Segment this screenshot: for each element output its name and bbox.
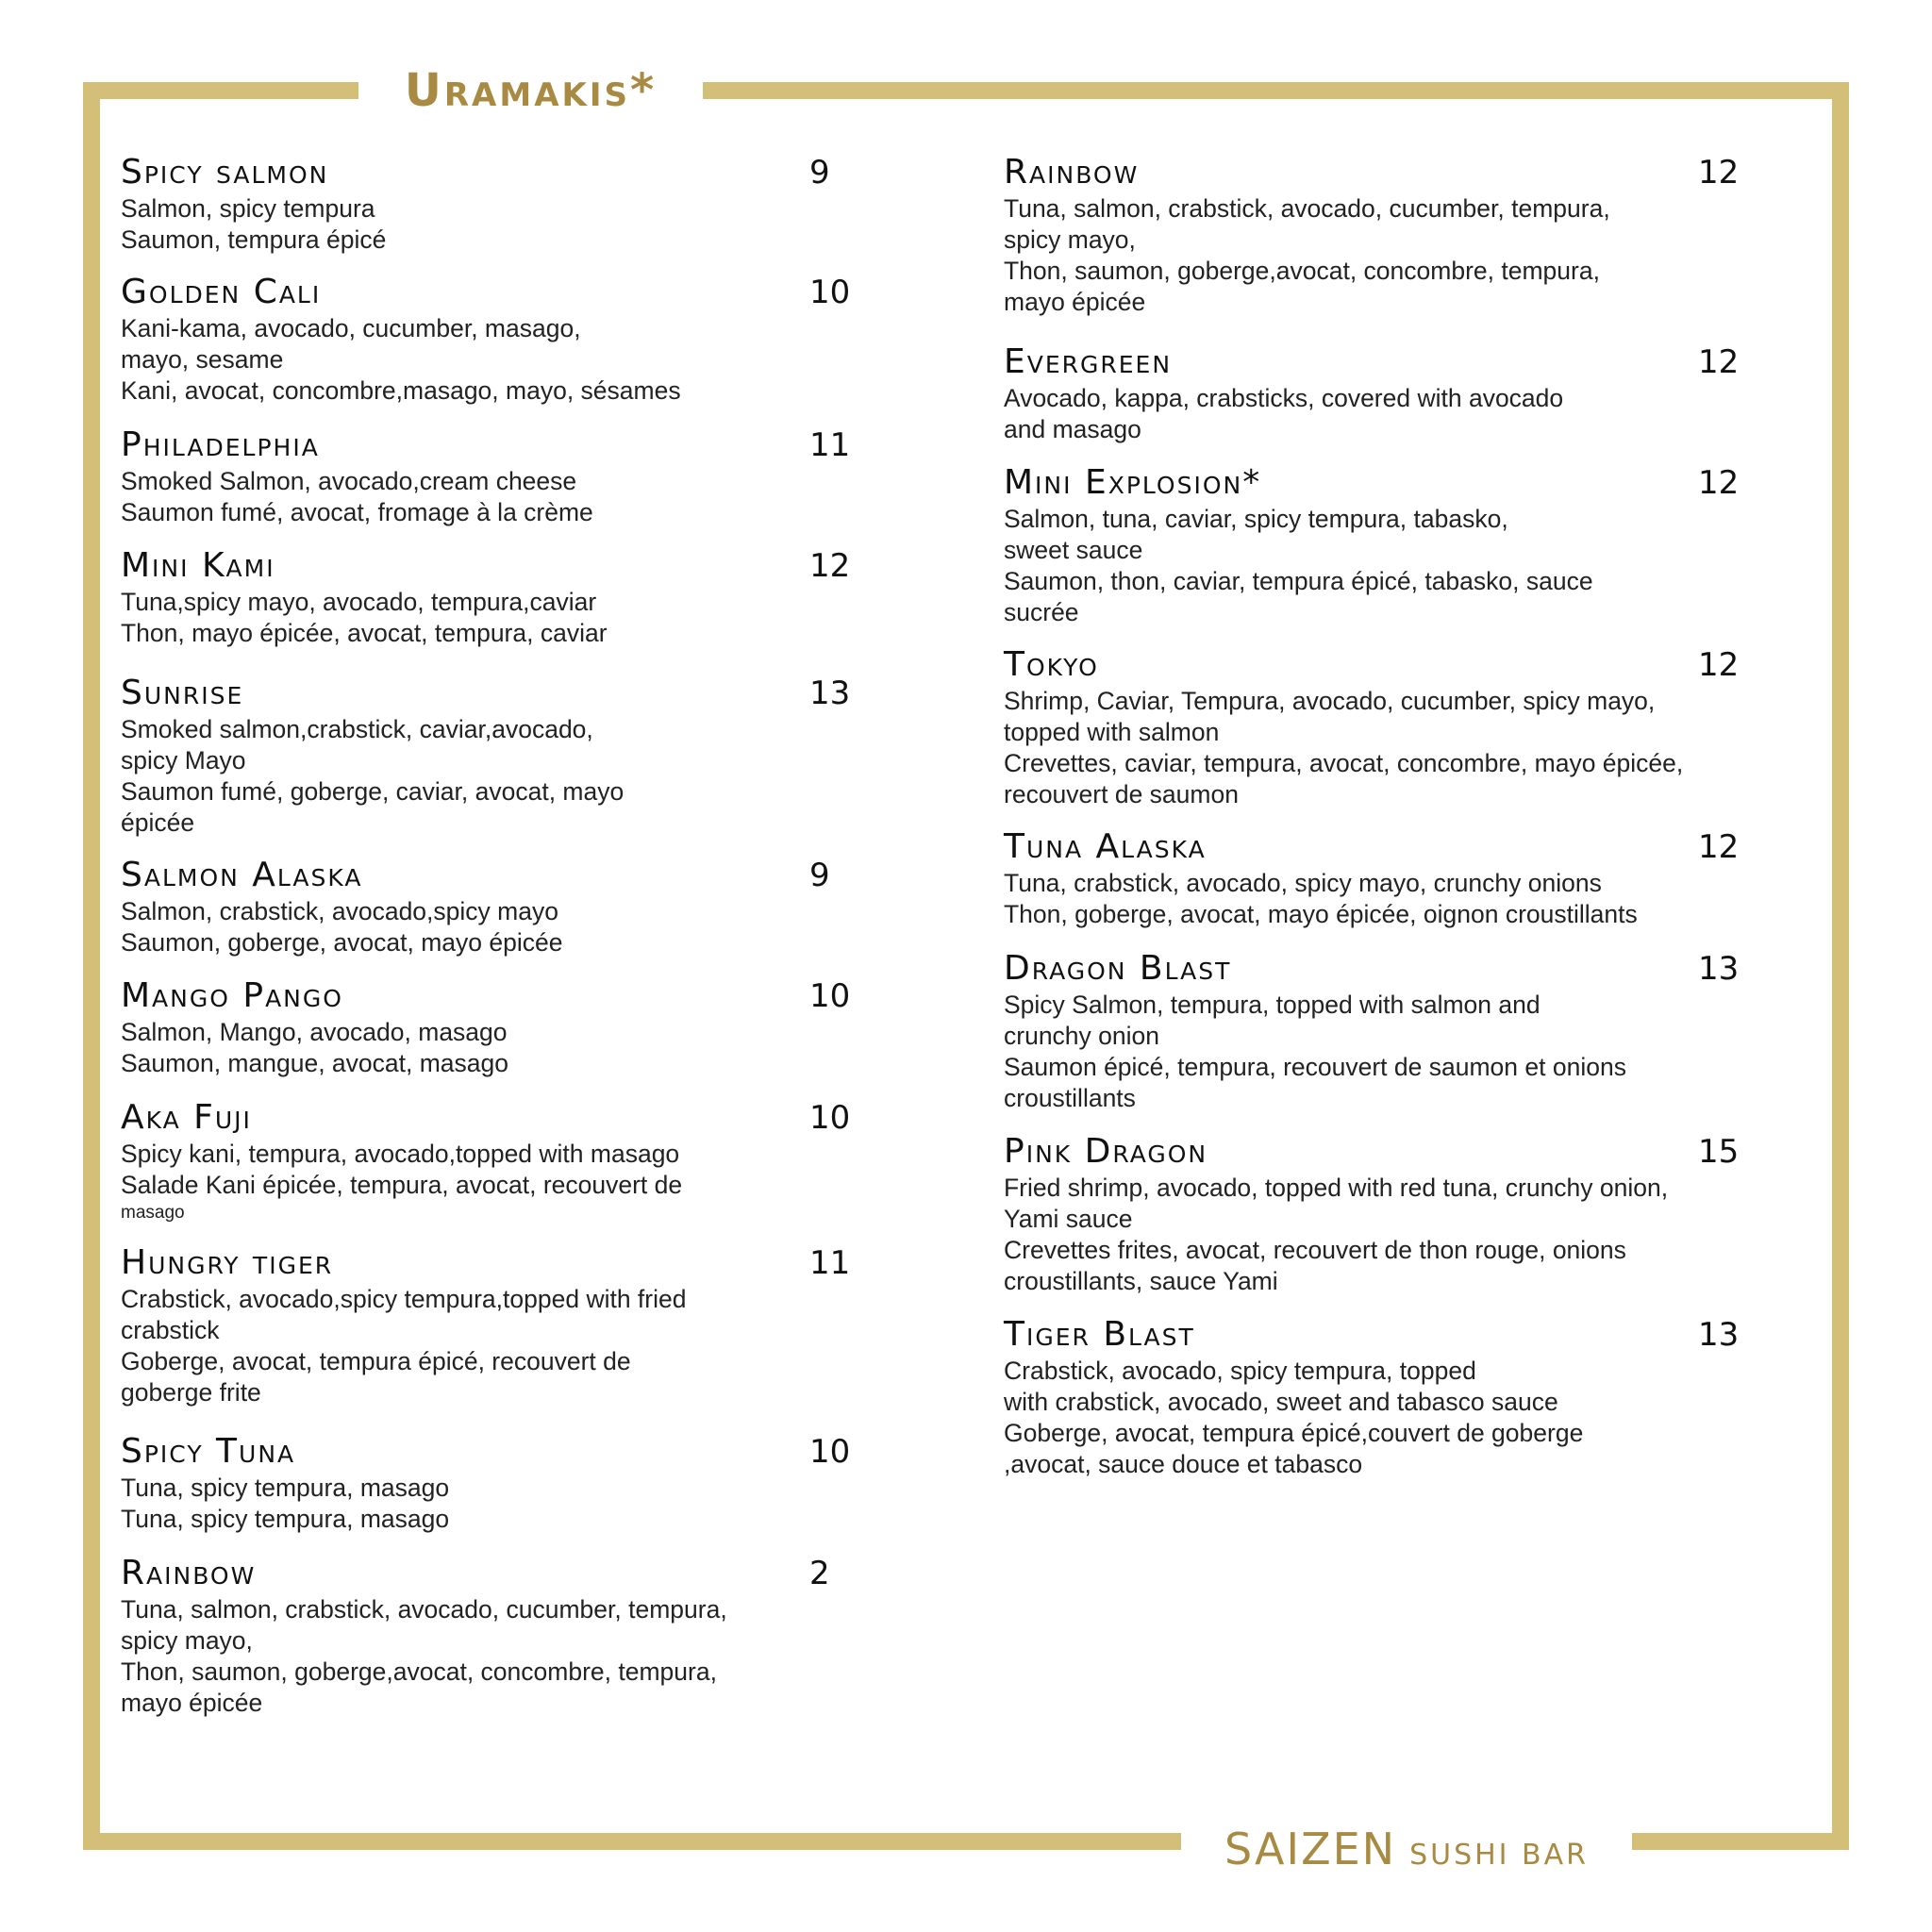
page-title: Uramakis* bbox=[404, 64, 658, 117]
brand-footer bbox=[1181, 1824, 1632, 1882]
item-name: Hungry tiger bbox=[121, 1243, 334, 1282]
item-description: Kani-kama, avocado, cucumber, masago, mayo, sesame Kani, avocat, concombre,masago, mayo, sésames bbox=[121, 314, 681, 405]
item-price: 2 bbox=[809, 1555, 830, 1592]
menu-item bbox=[1004, 646, 1764, 828]
menu-item bbox=[121, 675, 875, 857]
item-description: Salmon, Mango, avocado, masago Saumon, mangue, avocat, masago bbox=[121, 1018, 508, 1077]
menu-item bbox=[121, 1244, 875, 1433]
item-name: Sunrise bbox=[121, 674, 244, 712]
title-container bbox=[358, 64, 703, 117]
menu-column-right bbox=[1004, 154, 1764, 1480]
menu-item bbox=[1004, 154, 1764, 343]
item-description: Tuna, salmon, crabstick, avocado, cucumber, tempura, spicy mayo, Thon, saumon, goberge,avocat, concombre, tempura, mayo épicée bbox=[121, 1595, 727, 1717]
item-price: 11 bbox=[809, 426, 851, 464]
menu-item bbox=[121, 1555, 875, 1719]
item-price: 9 bbox=[809, 154, 830, 192]
item-description: Tuna, spicy tempura, masago Tuna, spicy tempura, masago bbox=[121, 1474, 450, 1533]
item-name: Mini Kami bbox=[121, 546, 275, 585]
item-description: Spicy kani, tempura, avocado,topped with masago Salade Kani épicée, tempura, avocat, recouvert de bbox=[121, 1140, 683, 1199]
item-price: 13 bbox=[1698, 950, 1740, 988]
item-name: Dragon Blast bbox=[1004, 949, 1232, 988]
item-description: Tuna, crabstick, avocado, spicy mayo, crunchy onions Thon, goberge, avocat, mayo épicée, oignon croustillants bbox=[1004, 869, 1638, 928]
item-name: Mini Explosion* bbox=[1004, 463, 1262, 502]
menu-item bbox=[1004, 343, 1764, 464]
item-description: Tuna, salmon, crabstick, avocado, cucumber, tempura, spicy mayo, Thon, saumon, goberge,avocat, concombre, tempura, mayo épicée bbox=[1004, 194, 1610, 316]
item-price: 13 bbox=[809, 675, 851, 712]
brand-name: SAIZEN bbox=[1224, 1824, 1397, 1874]
menu-item bbox=[1004, 828, 1764, 950]
item-name: Spicy salmon bbox=[121, 153, 329, 192]
item-name: Philadelphia bbox=[121, 425, 320, 464]
item-price: 10 bbox=[809, 1099, 851, 1137]
item-price: 13 bbox=[1698, 1316, 1740, 1354]
menu-item bbox=[121, 977, 875, 1099]
item-price: 12 bbox=[1698, 343, 1740, 381]
item-name: Mango Pango bbox=[121, 976, 343, 1015]
item-description: Smoked Salmon, avocado,cream cheese Saumon fumé, avocat, fromage à la crème bbox=[121, 467, 593, 526]
item-price: 10 bbox=[809, 274, 851, 311]
item-description: Avocado, kappa, crabsticks, covered with avocado and masago bbox=[1004, 384, 1564, 443]
item-name: Aka Fuji bbox=[121, 1098, 252, 1137]
item-name: Rainbow bbox=[121, 1554, 257, 1592]
item-price: 15 bbox=[1698, 1133, 1740, 1171]
menu-item bbox=[1004, 464, 1764, 646]
item-name: Spicy Tuna bbox=[121, 1432, 296, 1471]
item-name: Golden Cali bbox=[121, 273, 322, 311]
item-name: Tuna Alaska bbox=[1004, 827, 1207, 866]
menu-item bbox=[121, 1099, 875, 1244]
item-description: Crabstick, avocado, spicy tempura, topped with crabstick, avocado, sweet and tabasco sauce Goberge, avocat, tempura épicé,couvert de goberge ,avocat, sauce douce et tabasco bbox=[1004, 1357, 1584, 1478]
item-description: Smoked salmon,crabstick, caviar,avocado, spicy Mayo Saumon fumé, goberge, caviar, avocat, mayo épicée bbox=[121, 715, 625, 837]
item-description: Shrimp, Caviar, Tempura, avocado, cucumber, spicy mayo, topped with salmon Crevettes, caviar, tempura, avocat, concombre, mayo épicée, recouvert de saumon bbox=[1004, 687, 1684, 808]
item-price: 9 bbox=[809, 857, 830, 894]
menu-item bbox=[121, 154, 875, 274]
item-price: 10 bbox=[809, 977, 851, 1015]
item-price: 12 bbox=[1698, 828, 1740, 866]
item-description: Tuna,spicy mayo, avocado, tempura,caviar Thon, mayo épicée, avocat, tempura, caviar bbox=[121, 588, 608, 647]
brand-subtitle: SUSHI BAR bbox=[1409, 1839, 1589, 1872]
item-description: Spicy Salmon, tempura, topped with salmon and crunchy onion Saumon épicé, tempura, recouvert de saumon et onions croustillants bbox=[1004, 991, 1626, 1112]
item-price: 12 bbox=[1698, 646, 1740, 684]
item-name: Tokyo bbox=[1004, 645, 1099, 684]
item-name: Evergreen bbox=[1004, 342, 1173, 381]
menu-item bbox=[121, 274, 875, 426]
menu-item bbox=[121, 426, 875, 547]
item-price: 12 bbox=[1698, 154, 1740, 192]
item-description: Salmon, tuna, caviar, spicy tempura, tabasko, sweet sauce Saumon, thon, caviar, tempura épicé, tabasko, sauce sucrée bbox=[1004, 505, 1593, 626]
menu-item bbox=[121, 857, 875, 977]
item-description-small: masago bbox=[121, 1203, 185, 1223]
menu-item bbox=[1004, 950, 1764, 1133]
item-description: Salmon, spicy tempura Saumon, tempura épicé bbox=[121, 194, 387, 254]
item-name: Rainbow bbox=[1004, 153, 1140, 192]
item-price: 10 bbox=[809, 1433, 851, 1471]
menu-item bbox=[1004, 1316, 1764, 1480]
item-name: Salmon Alaska bbox=[121, 856, 363, 894]
item-name: Tiger Blast bbox=[1004, 1315, 1195, 1354]
item-price: 12 bbox=[809, 547, 851, 585]
menu-item bbox=[121, 547, 875, 675]
item-description: Salmon, crabstick, avocado,spicy mayo Saumon, goberge, avocat, mayo épicée bbox=[121, 897, 563, 957]
menu-item bbox=[1004, 1133, 1764, 1316]
item-price: 12 bbox=[1698, 464, 1740, 502]
menu-column-left bbox=[121, 154, 875, 1719]
item-description: Fried shrimp, avocado, topped with red tuna, crunchy onion, Yami sauce Crevettes frites, avocat, recouvert de thon rouge, onions croustillants, sauce Yami bbox=[1004, 1174, 1669, 1295]
item-description: Crabstick, avocado,spicy tempura,topped with fried crabstick Goberge, avocat, tempura épicé, recouvert de goberge frite bbox=[121, 1285, 687, 1407]
item-name: Pink Dragon bbox=[1004, 1132, 1208, 1171]
menu-item bbox=[121, 1433, 875, 1555]
item-price: 11 bbox=[809, 1244, 851, 1282]
